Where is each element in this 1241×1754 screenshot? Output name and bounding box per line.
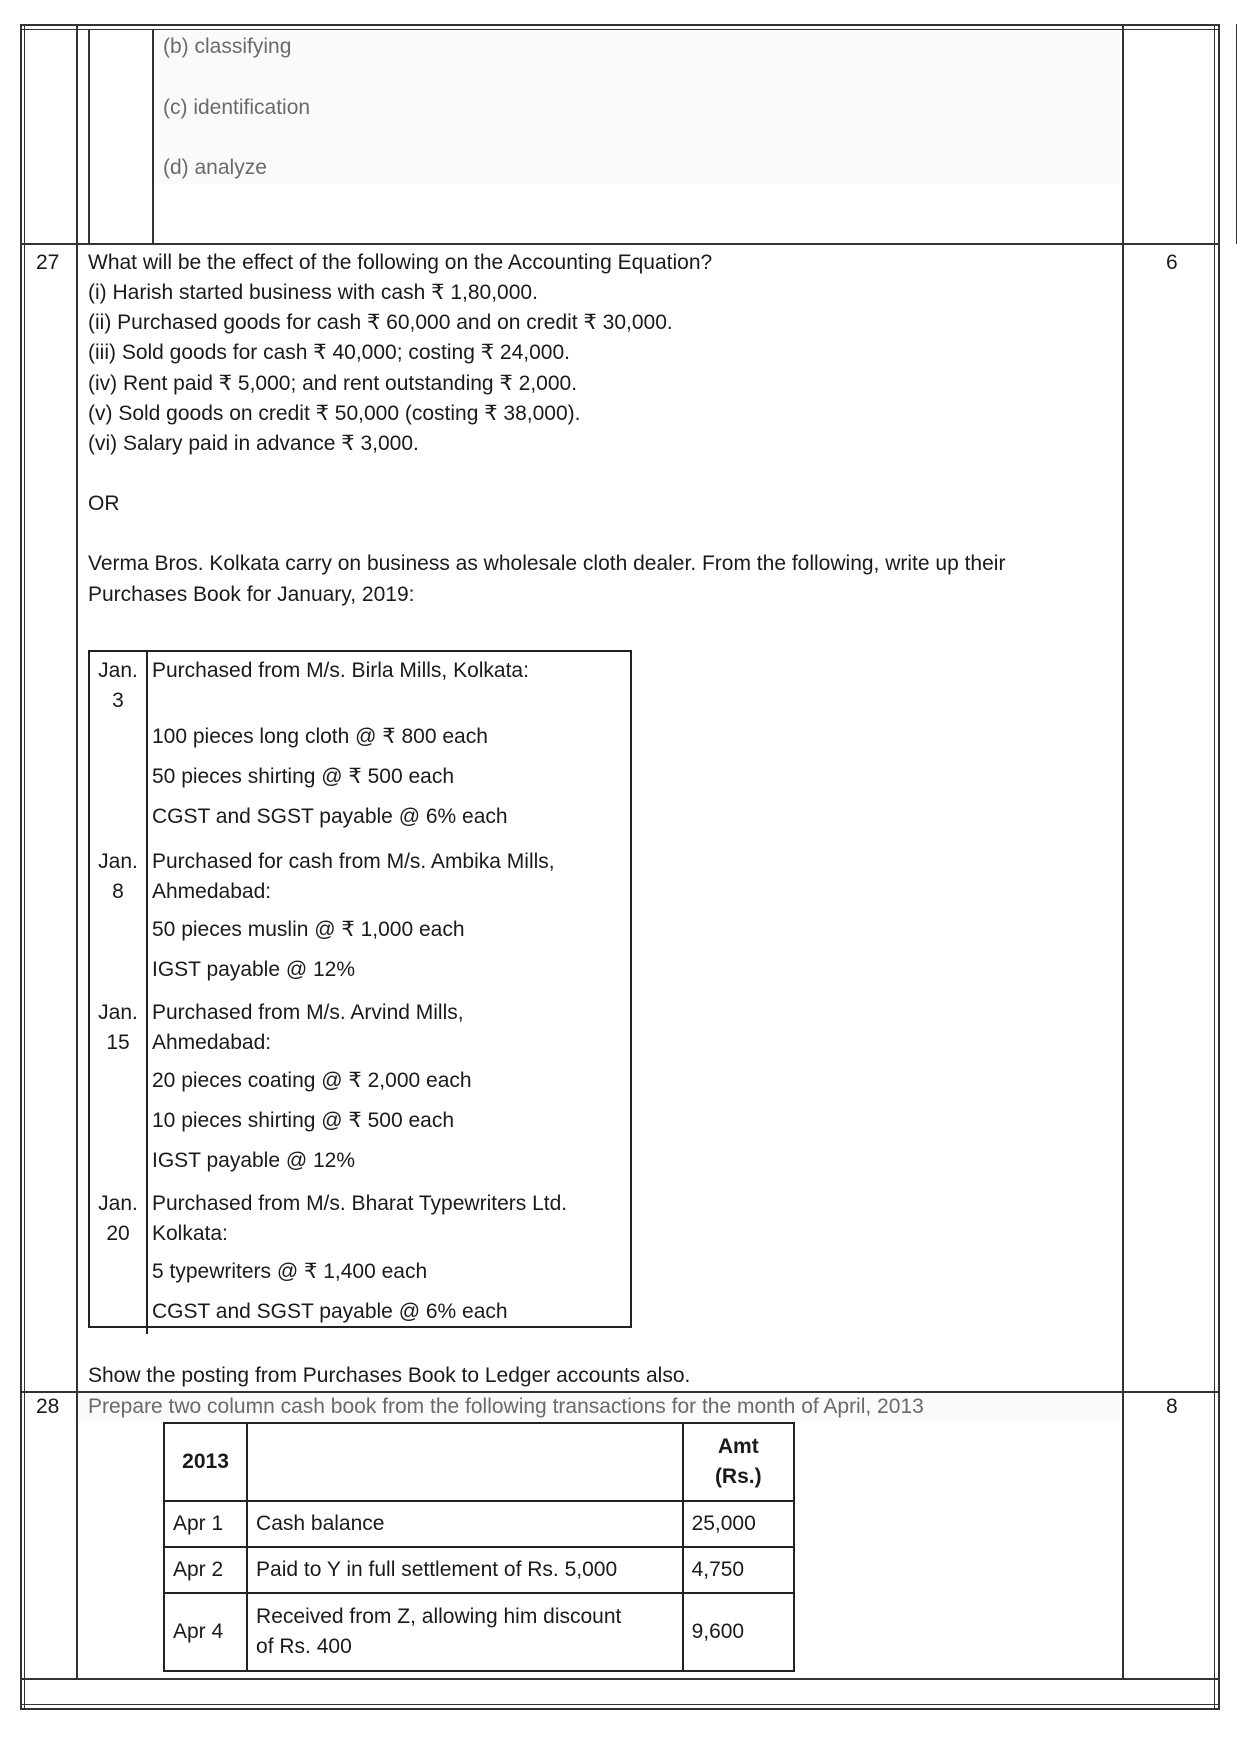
frame-bottom-inner [20,1704,1220,1705]
row-amount: 4,750 [683,1547,794,1593]
purchase-line: Ahmedabad: [152,1031,272,1054]
q27-marks: 6 [1166,251,1178,274]
purchase-line: 50 pieces shirting @ ₹ 500 each [152,765,455,788]
purchase-line: CGST and SGST payable @ 6% each [152,1300,508,1323]
frame-left-inner [24,24,25,1710]
row-date: Apr 1 [164,1501,247,1547]
purchase-line: 50 pieces muslin @ ₹ 1,000 each [152,918,465,941]
purchase-row-jan8 [90,843,630,994]
row-date: Apr 4 [164,1593,247,1671]
q26-inner-left-border [88,30,90,244]
cash-book-row [164,1547,794,1593]
frame-bottom [20,1708,1220,1710]
q27-alt-question-line1: Verma Bros. Kolkata carry on business as wholesale cloth dealer. From the following, write up their [88,552,1006,575]
header-amount [683,1423,794,1501]
purchase-date-day: 20 [106,1222,130,1245]
frame-right-inner [1214,24,1215,1710]
purchase-date-day: 3 [112,689,124,712]
purchase-line: 5 typewriters @ ₹ 1,400 each [152,1260,428,1283]
purchase-line: Purchased from M/s. Birla Mills, Kolkata: [152,659,529,682]
purchase-row-jan15 [90,994,630,1185]
q28-marks: 8 [1166,1395,1178,1418]
q27-question: What will be the effect of the following on the Accounting Equation? [88,251,713,274]
frame-left [20,24,22,1710]
purchase-date-day: 8 [112,880,124,903]
purchase-line: IGST payable @ 12% [152,1149,356,1172]
q28-number: 28 [36,1395,60,1418]
q27-item-5: (v) Sold goods on credit ₹ 50,000 (costing ₹ 38,000). [88,402,581,425]
q26-q27-divider [20,243,1220,245]
q26-option-b: (b) classifying [163,35,292,58]
frame-top-outer [20,24,1220,26]
row-description-line2: of Rs. 400 [256,1635,352,1658]
frame-top-inner [20,29,1220,30]
purchase-date-month: Jan. [98,1192,138,1215]
header-description [247,1423,683,1501]
purchase-row-jan20 [90,1185,630,1334]
q27-alt-question-line2: Purchases Book for January, 2019: [88,583,415,606]
purchase-line: IGST payable @ 12% [152,958,356,981]
row-date: Apr 2 [164,1547,247,1593]
q27-item-1: (i) Harish started business with cash ₹ 1,80,000. [88,281,538,304]
header-year: 2013 [164,1423,247,1501]
col-divider-number [76,26,78,1680]
q26-option-c: (c) identification [163,96,311,119]
purchase-date-month: Jan. [98,659,138,682]
purchase-line: Kolkata: [152,1222,228,1245]
header-amount-line2: (Rs.) [714,1465,762,1488]
purchase-date-day: 15 [106,1031,130,1054]
purchase-line: Purchased for cash from M/s. Ambika Mills, [152,850,555,873]
frame-right [1218,24,1220,1710]
q26-inner-divider [152,30,154,244]
purchase-line: Purchased from M/s. Bharat Typewriters Ltd. [152,1192,568,1215]
q28-question: Prepare two column cash book from the following transactions for the month of April, 2013 [88,1395,924,1418]
row-divider-bottom [20,1678,1220,1680]
cash-book-table [163,1422,795,1672]
purchase-line: CGST and SGST payable @ 6% each [152,805,508,828]
purchase-line: Purchased from M/s. Arvind Mills, [152,1001,464,1024]
row-amount: 25,000 [683,1501,794,1547]
row-description: Cash balance [247,1501,683,1547]
right-edge-tick [1236,24,1237,244]
row-description [247,1593,683,1671]
purchase-date-month: Jan. [98,850,138,873]
purchase-date-month: Jan. [98,1001,138,1024]
q27-item-6: (vi) Salary paid in advance ₹ 3,000. [88,432,419,455]
q26-option-d: (d) analyze [163,156,267,179]
row-description: Paid to Y in full settlement of Rs. 5,000 [247,1547,683,1593]
cash-book-header-row [164,1423,794,1501]
row-description-line1: Received from Z, allowing him discount [256,1605,622,1628]
q27-item-2: (ii) Purchased goods for cash ₹ 60,000 and on credit ₹ 30,000. [88,311,673,334]
purchase-line: 100 pieces long cloth @ ₹ 800 each [152,725,488,748]
purchase-line: 20 pieces coating @ ₹ 2,000 each [152,1069,472,1092]
q27-item-3: (iii) Sold goods for cash ₹ 40,000; costing ₹ 24,000. [88,341,570,364]
purchase-line: Ahmedabad: [152,880,272,903]
q27-or-label: OR [88,492,120,515]
purchase-line [152,694,626,722]
q27-footer-note: Show the posting from Purchases Book to Ledger accounts also. [88,1364,691,1387]
purchases-table [88,650,632,1328]
cash-book-row [164,1593,794,1671]
row-amount: 9,600 [683,1593,794,1671]
purchase-line: 10 pieces shirting @ ₹ 500 each [152,1109,455,1132]
col-divider-marks [1122,26,1124,1680]
purchase-row-jan3 [90,652,630,843]
header-amount-line1: Amt [717,1435,759,1458]
cash-book-row [164,1501,794,1547]
q27-item-4: (iv) Rent paid ₹ 5,000; and rent outstanding ₹ 2,000. [88,372,578,395]
q27-number: 27 [36,251,60,274]
